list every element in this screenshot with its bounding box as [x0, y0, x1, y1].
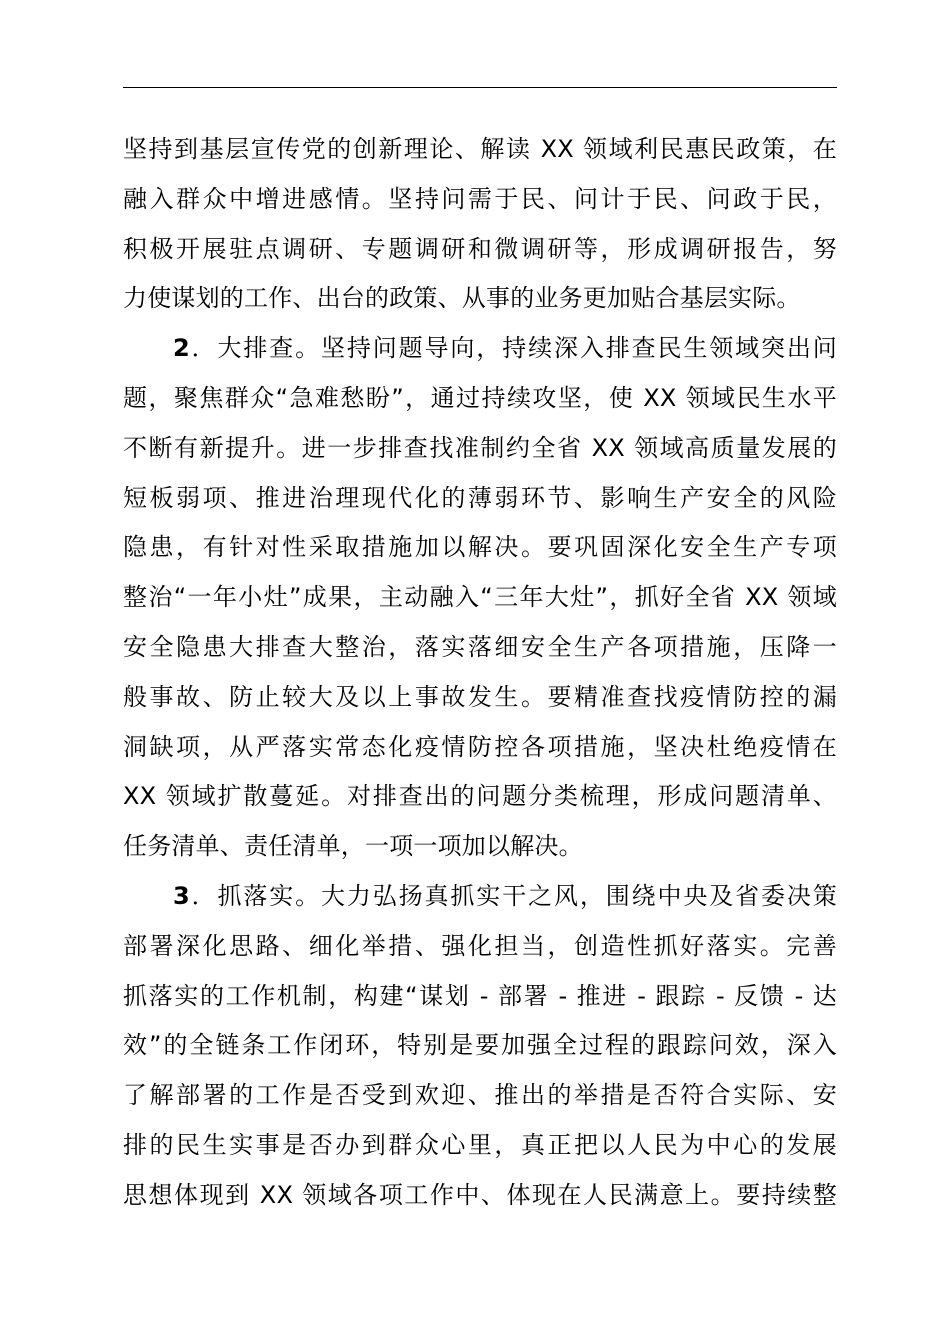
text-line: 隐患，有针对性采取措施加以解决。要巩固深化安全生产专项	[123, 533, 837, 562]
text-line	[123, 872, 837, 922]
text-line: 任务清单、责任清单，一项一项加以解决。	[123, 832, 583, 861]
text-line: 坚持到基层宣传党的创新理论、解读 XX 领域利民惠民政策，在	[123, 135, 837, 163]
text-line: 般事故、防止较大及以上事故发生。要精准查找疫情防控的漏	[123, 682, 837, 711]
text-line: 力使谋划的工作、出台的政策、从事的业务更加贴合基层实际。	[123, 284, 801, 313]
text-line: 题，聚焦群众“急难愁盼”，通过持续攻坚，使 XX 领域民生水平	[123, 383, 837, 412]
item-text: ．大排查。坚持问题导向，持续深入排查民生领域突出问	[189, 334, 837, 363]
item-number: 3	[173, 881, 190, 910]
text-line: 思想体现到 XX 领域各项工作中、体现在人民满意上。要持续整	[123, 1180, 837, 1209]
text-line: 积极开展驻点调研、专题调研和微调研等，形成调研报告，努	[123, 234, 837, 263]
text-line: 排的民生实事是否办到群众心里，真正把以人民为中心的发展	[123, 1130, 837, 1159]
text-line: 部署深化思路、细化举措、强化担当，创造性抓好落实。完善	[123, 931, 837, 960]
text-line: 效”的全链条工作闭环，特别是要加强全过程的跟踪问效，深入	[123, 1031, 837, 1060]
text-line	[123, 324, 837, 374]
item-text: ．抓落实。大力弘扬真抓实干之风，围绕中央及省委决策	[189, 881, 837, 910]
text-line: 融入群众中增进感情。坚持问需于民、问计于民、问政于民，	[123, 184, 837, 213]
text-line: 洞缺项，从严落实常态化疫情防控各项措施，坚决杜绝疫情在	[123, 732, 837, 761]
header-rule	[123, 87, 837, 88]
text-line: 抓落实的工作机制，构建“谋划 - 部署 - 推进 - 跟踪 - 反馈 - 达	[123, 981, 837, 1010]
text-line: 整治“一年小灶”成果，主动融入“三年大灶”，抓好全省 XX 领域	[123, 583, 837, 612]
text-line: 了解部署的工作是否受到欢迎、推出的举措是否符合实际、安	[123, 1081, 837, 1110]
body-text	[123, 125, 837, 1221]
text-line: 安全隐患大排查大整治，落实落细安全生产各项措施，压降一	[123, 632, 837, 661]
text-line: XX 领域扩散蔓延。对排查出的问题分类梳理，形成问题清单、	[123, 782, 837, 811]
item-number: 2	[173, 334, 190, 363]
text-line: 短板弱项、推进治理现代化的薄弱环节、影响生产安全的风险	[123, 483, 837, 512]
text-line: 不断有新提升。进一步排查找准制约全省 XX 领域高质量发展的	[123, 433, 837, 462]
